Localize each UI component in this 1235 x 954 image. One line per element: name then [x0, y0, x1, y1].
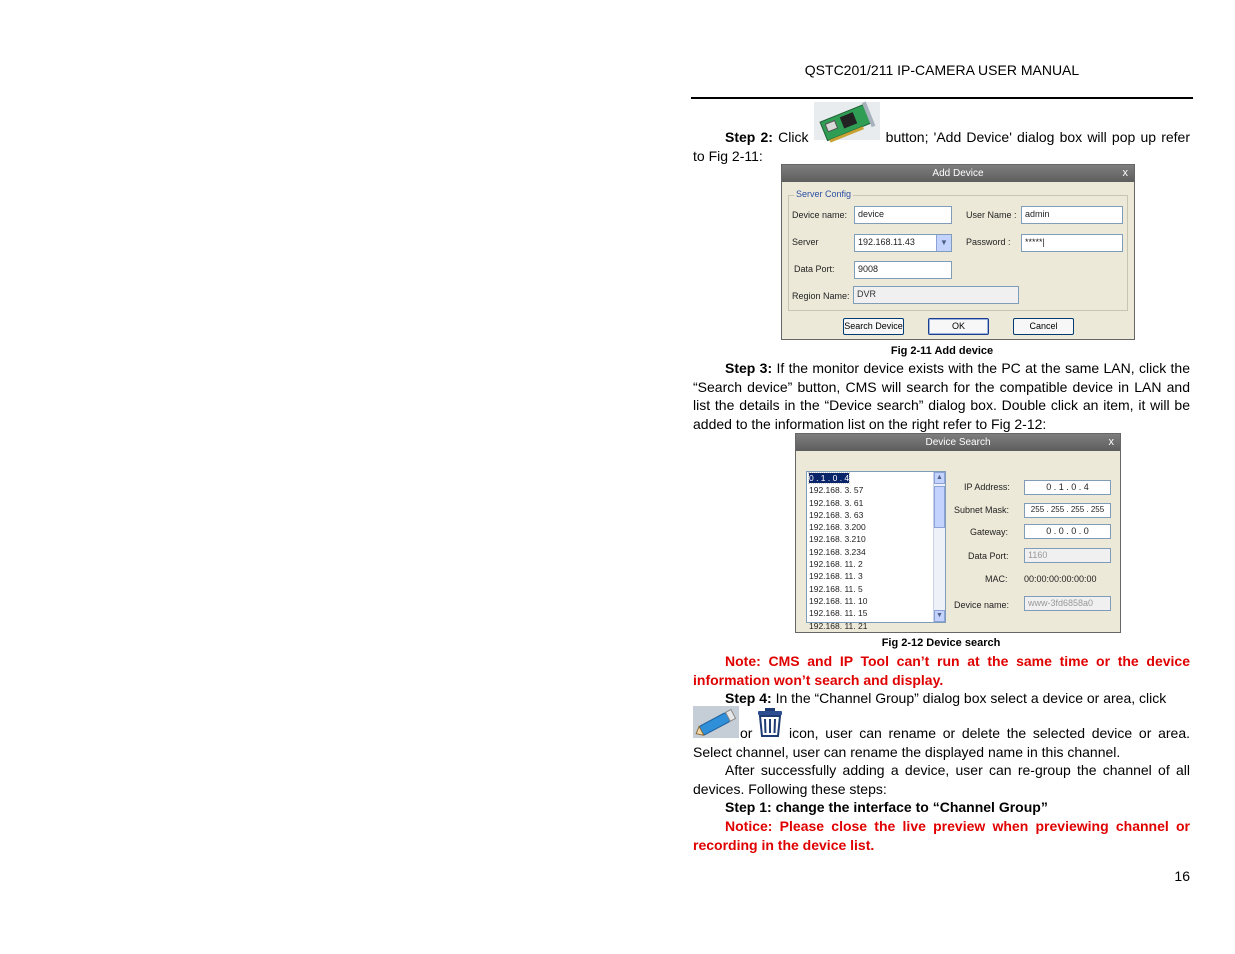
cancel-button[interactable]: Cancel	[1013, 318, 1074, 335]
user-name-input[interactable]: admin	[1021, 206, 1123, 224]
device-list-item-text: 192.168. 3. 63	[809, 509, 864, 520]
user-name-label: User Name :	[966, 210, 1017, 220]
device-list-item[interactable]	[807, 583, 945, 595]
device-list-item[interactable]	[807, 509, 945, 521]
device-list-item-text: 192.168. 3. 57	[809, 485, 864, 496]
device-list-item[interactable]	[807, 472, 945, 484]
step2-after: button; 'Add Device' dialog box will pop up refer to Fig 2-11:	[693, 129, 1190, 164]
device-list[interactable]	[806, 471, 946, 631]
step3-label: Step 3:	[725, 360, 773, 376]
server-label: Server	[792, 237, 819, 247]
device-list-item-text: 192.168. 3.200	[809, 522, 866, 533]
device-list-item-text: 192.168. 11. 21	[809, 620, 868, 631]
scroll-up-icon[interactable]: ▲	[934, 472, 945, 484]
step4-text1: In the “Channel Group” dialog box select a device or area, click	[771, 690, 1167, 706]
note-paragraph: Note: CMS and IP Tool can’t run at the same time or the device information won’t search and display.	[693, 653, 1190, 688]
step2-label: Step 2:	[725, 129, 773, 145]
close-icon[interactable]: x	[1108, 436, 1114, 448]
data-port-label: Data Port:	[968, 551, 1009, 561]
device-name-input[interactable]: www-3fd6858a0	[1024, 596, 1111, 611]
device-list-item-text: 192.168. 3.234	[809, 546, 866, 557]
add-device-dialog	[781, 164, 1135, 340]
device-list-item-text: 192.168. 11. 15	[809, 608, 868, 619]
scroll-down-icon[interactable]: ▼	[934, 610, 945, 622]
step1-heading	[693, 798, 1190, 817]
fig-2-12-caption: Fig 2-12 Device search	[881, 637, 1001, 649]
device-list-item[interactable]	[807, 546, 945, 558]
device-name-label: Device name:	[954, 600, 1010, 610]
mac-label: MAC:	[985, 574, 1008, 584]
server-select[interactable]	[854, 234, 952, 252]
device-list-item-text: 192.168. 3. 61	[809, 497, 864, 508]
after-adding-paragraph: After successfully adding a device, user can re-group the channel of all devices. Following these steps:	[693, 762, 1190, 797]
device-list-item[interactable]	[807, 484, 945, 496]
mac-value: 00:00:00:00:00:00	[1024, 574, 1097, 584]
server-select-value: 192.168.11.43	[858, 237, 915, 247]
device-list-item[interactable]	[807, 558, 945, 570]
step4-or: or	[740, 725, 753, 741]
device-search-dialog	[795, 433, 1121, 633]
data-port-label: Data Port:	[794, 264, 835, 274]
device-list-item[interactable]	[807, 533, 945, 545]
server-config-label: Server Config	[796, 189, 852, 199]
gateway-label: Gateway:	[970, 527, 1009, 537]
step4-label: Step 4:	[725, 690, 772, 706]
device-list-item-text: 192.168. 11. 2	[809, 559, 863, 570]
data-port-input[interactable]: 1160	[1024, 548, 1111, 563]
subnet-mask-label: Subnet Mask:	[954, 505, 1010, 515]
notice-paragraph: Notice: Please close the live preview when previewing channel or recording in the device list.	[693, 818, 1190, 853]
device-list-item-text: 192.168. 11. 3	[809, 571, 863, 582]
ip-address-input[interactable]: 0 . 1 . 0 . 4	[1024, 480, 1111, 495]
device-search-titlebar	[796, 434, 1120, 451]
device-list-item[interactable]	[807, 497, 945, 509]
step4-text2: icon, user can rename or delete the selected device or area. Select channel, user can rename the displayed name in this channel.	[693, 725, 1190, 760]
step4-continued	[693, 724, 1190, 761]
ip-address-label: IP Address:	[964, 482, 1010, 492]
close-icon[interactable]: x	[1122, 167, 1128, 179]
step3-text: If the monitor device exists with the PC at the same LAN, click the “Search device” button, CMS will search for the compatible device in LAN and list the details in the “Device search” dialog box. Double click an item, it will be added to the information list on the right refer to Fig 2-12:	[693, 360, 1190, 432]
device-list-item[interactable]	[807, 521, 945, 533]
page-header-title: QSTC201/211 IP-CAMERA USER MANUAL	[804, 62, 1080, 78]
step1-heading-text: Step 1: change the interface to “Channel Group”	[725, 799, 1048, 815]
device-search-title: Device Search	[925, 437, 991, 448]
device-list-item[interactable]	[807, 570, 945, 582]
region-name-input[interactable]: DVR	[853, 286, 1019, 304]
step3-paragraph	[693, 359, 1190, 433]
device-list-item-text: 192.168. 11. 10	[809, 595, 868, 606]
device-name-label: Device name:	[792, 210, 848, 220]
add-device-titlebar	[782, 165, 1134, 182]
device-list-item[interactable]	[807, 595, 945, 607]
step2-paragraph	[693, 128, 1190, 165]
add-device-title: Add Device	[932, 168, 984, 179]
ok-button[interactable]: OK	[928, 318, 989, 335]
chevron-down-icon[interactable]: ▼	[936, 235, 951, 251]
header-divider	[691, 97, 1193, 99]
device-list-item[interactable]	[807, 620, 945, 632]
fig-2-11-caption: Fig 2-11 Add device	[890, 345, 994, 357]
password-input[interactable]: *****|	[1021, 234, 1123, 252]
region-name-label: Region Name:	[792, 291, 850, 301]
device-list-items	[807, 472, 945, 632]
search-device-button[interactable]: Search Device	[843, 318, 904, 335]
device-list-item-text: 192.168. 11. 5	[809, 583, 863, 594]
step2-before: Click	[772, 129, 814, 145]
subnet-mask-input[interactable]: 255 . 255 . 255 . 255	[1024, 503, 1111, 518]
device-list-item-text: 0 . 1 . 0 . 4	[809, 473, 850, 483]
page-number: 16	[1174, 868, 1190, 884]
gateway-input[interactable]: 0 . 0 . 0 . 0	[1024, 524, 1111, 539]
device-name-input[interactable]: device	[854, 206, 952, 224]
device-list-scrollbar[interactable]	[933, 472, 945, 622]
device-list-item-text: 192.168. 3.210	[809, 534, 866, 545]
scroll-thumb[interactable]	[934, 486, 945, 528]
step4-line1	[693, 689, 1190, 708]
data-port-input[interactable]: 9008	[854, 261, 952, 279]
password-label: Password :	[966, 237, 1011, 247]
device-list-item[interactable]	[807, 607, 945, 619]
